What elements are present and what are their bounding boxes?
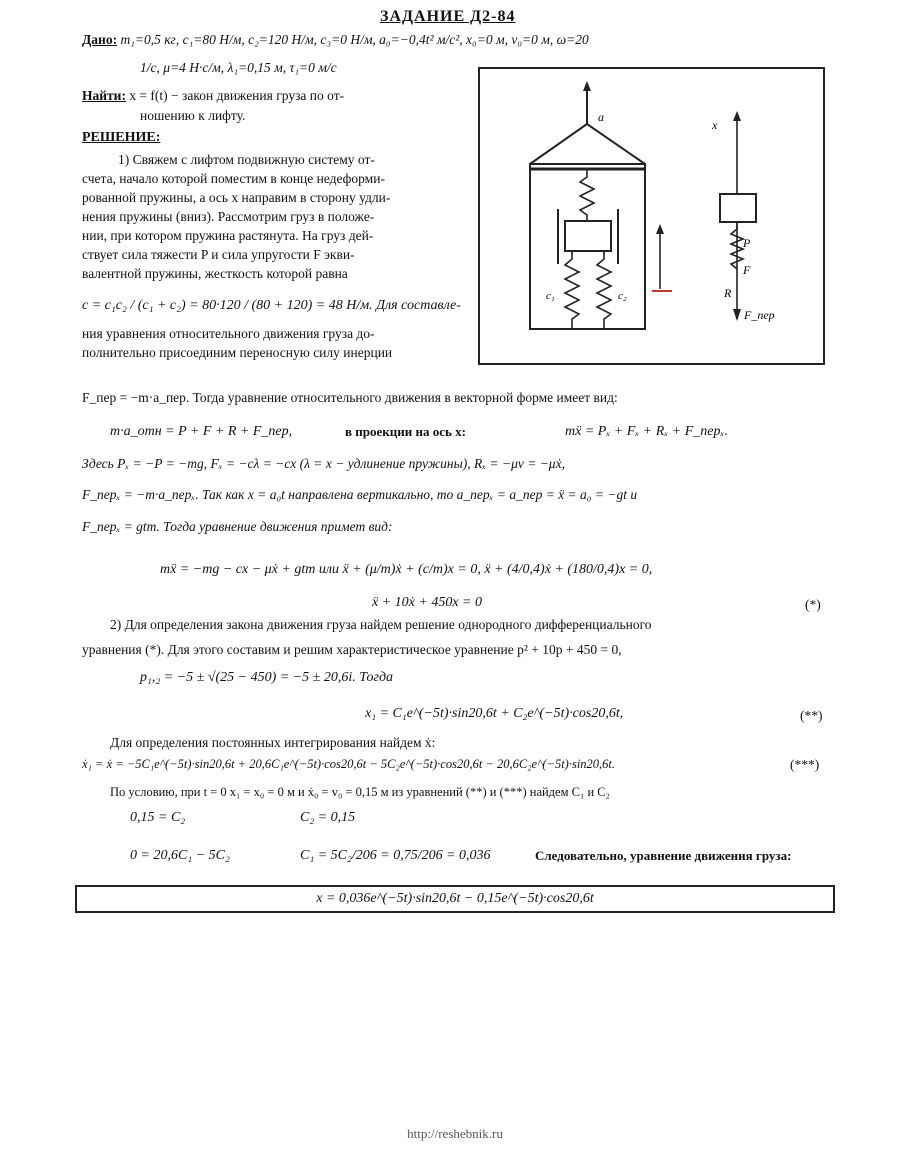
constants-row2-right: C₁ = 5C₂/206 = 0,75/206 = 0,036 [300, 848, 491, 863]
fbd-down-arrow-icon [733, 309, 741, 321]
equation-tag-3: (***) [790, 757, 820, 772]
here-line-3: F_перₓ = gtm. Тогда уравнение движения примет вид: [82, 519, 393, 534]
top-spring-icon [580, 169, 594, 221]
p1-line: нии, при котором пружина растянута. На груз дей- [82, 228, 374, 243]
constants-row1-right: C₂ = 0,15 [300, 810, 356, 825]
label-x: x [712, 118, 718, 132]
paragraph-3-line-1: 2) Для определения закона движения груза найдем решение однородного дифференциального [110, 617, 652, 632]
stiffness-equation: c = c₁c₂ / (c₁ + c₂) = 80·120 / (80 + 120) = 48 Н/м. Для составле- [82, 298, 461, 313]
spring-c2-icon [597, 251, 611, 329]
constants-row2-tail: Следовательно, уравнение движения груза: [535, 848, 792, 863]
paragraph-2 [82, 324, 472, 362]
paragraph-3-line-2: уравнения (*). Для этого составим и решим характеристическое уравнение p² + 10p + 450 = 0, [82, 642, 622, 657]
motion-equation: mẍ = −mg − cx − μẋ + gtm или ẍ + (μ/m)ẋ + (c/m)x = 0, ẍ + (4/0,4)ẋ + (180/0,4)x = 0, [160, 562, 653, 577]
p2-line: полнительно присоединим переносную силу инерции [82, 345, 393, 360]
p1-line: 1) Свяжем с лифтом подвижную систему от- [118, 152, 375, 167]
label-F: F [743, 263, 751, 277]
vector-equation: m·a_отн = P + F + R + F_пер, [110, 424, 293, 439]
result-box [75, 885, 835, 913]
general-solution: x₁ = C₁e^(−5t)·sin20,6t + C₂e^(−5t)·cos20,6t, [365, 706, 624, 721]
equation-tag-1: (*) [805, 597, 821, 612]
elevator-diagram [480, 69, 823, 363]
equation-tag-2: (**) [800, 708, 823, 723]
cable-arrow-icon [583, 81, 591, 91]
derivative-equation: ẋ₁ = ẋ = −5C₁e^(−5t)·sin20,6t + 20,6C₁e^(−5t)·cos20,6t − 5C₂e^(−5t)·cos20,6t − 20,6C₂e^(−5t)·sin20,6t. [82, 757, 616, 771]
projection-label: в проекции на ось x: [345, 424, 466, 439]
footer-url[interactable]: http://reshebnik.ru [407, 1126, 503, 1141]
here-line-2: F_перₓ = −m·a_перₓ. Так как x = a₀t направлена вертикально, то a_перₓ = a_пер = ẍ = a₀ = −gt и [82, 487, 638, 502]
label-Fper: F_пер [744, 308, 775, 322]
given-line-1 [82, 32, 589, 48]
initial-conditions-line: По условию, при t = 0 x₁ = x₀ = 0 м и ẋ₀ = v₀ = 0,15 м из уравнений (**) и (***) найдем C₁ и C₂ [110, 785, 610, 799]
given-text-1: m₁=0,5 кг, c₁=80 Н/м, c₂=120 Н/м, c₃=0 Н/м, a₀=−0,4t² м/с², x₀=0 м, v₀=0 м, ω=20 [120, 32, 589, 47]
figure-box [478, 67, 825, 365]
find-line-1 [82, 88, 344, 104]
p1-line: ствует сила тяжести P и сила упругости F экви- [82, 247, 355, 262]
accel-arrow-icon [656, 224, 664, 234]
given-label: Дано: [82, 32, 118, 47]
projection-equation: mẍ = Pₓ + Fₓ + Rₓ + F_перₓ. [565, 424, 728, 439]
p1-line: валентной пружины, жесткость которой равна [82, 266, 348, 281]
inertia-line: F_пер = −m·a_пер. Тогда уравнение относительного движения в векторной форме имеет вид: [82, 390, 618, 405]
spring-c1-icon [565, 251, 579, 329]
fbd-block [720, 194, 756, 222]
here-line-1: Здесь Pₓ = −P = −mg, Fₓ = −cλ = −cx (λ = x − удлинение пружины), Rₓ = −μv = −μẋ, [82, 456, 565, 471]
find-label: Найти: [82, 88, 126, 103]
p1-line: нения пружины (вниз). Рассмотрим груз в положе- [82, 209, 375, 224]
constants-row1-left: 0,15 = C₂ [130, 810, 186, 825]
motion-equation-reduced: ẍ + 10ẋ + 450x = 0 [372, 595, 482, 610]
constants-row2-left: 0 = 20,6C₁ − 5C₂ [130, 848, 230, 863]
label-a: a [598, 110, 604, 124]
task-title: ЗАДАНИЕ Д2-84 [380, 8, 516, 25]
p2-line: ния уравнения относительного движения груза до- [82, 326, 375, 341]
constants-line: Для определения постоянных интегрирования найдем ẋ: [110, 735, 436, 750]
find-line-2: ношению к лифту. [140, 108, 246, 123]
label-c1: c₁ [546, 290, 555, 302]
label-P: P [743, 236, 751, 250]
given-line-2: 1/с, μ=4 Н·с/м, λ₁=0,15 м, τ₁=0 м/с [140, 60, 337, 75]
cabin-roof [530, 124, 645, 164]
label-R: R [724, 286, 732, 300]
result-equation: x = 0,036e^(−5t)·sin20,6t − 0,15e^(−5t)·cos20,6t [316, 891, 594, 906]
cabin-outline [530, 164, 645, 329]
axis-x-arrow-icon [733, 111, 741, 121]
solution-label: РЕШЕНИЕ: [82, 130, 161, 145]
label-c2: c₂ [618, 290, 627, 302]
load-block [565, 221, 611, 251]
roots-line: p₁,₂ = −5 ± √(25 − 450) = −5 ± 20,6i. Тогда [140, 670, 394, 685]
find-text-1: x = f(t) − закон движения груза по от- [129, 88, 345, 103]
p1-line: рованной пружины, а ось x направим в сторону удли- [82, 190, 391, 205]
paragraph-1 [82, 150, 472, 283]
p1-line: счета, начало которой поместим в конце недеформи- [82, 171, 385, 186]
